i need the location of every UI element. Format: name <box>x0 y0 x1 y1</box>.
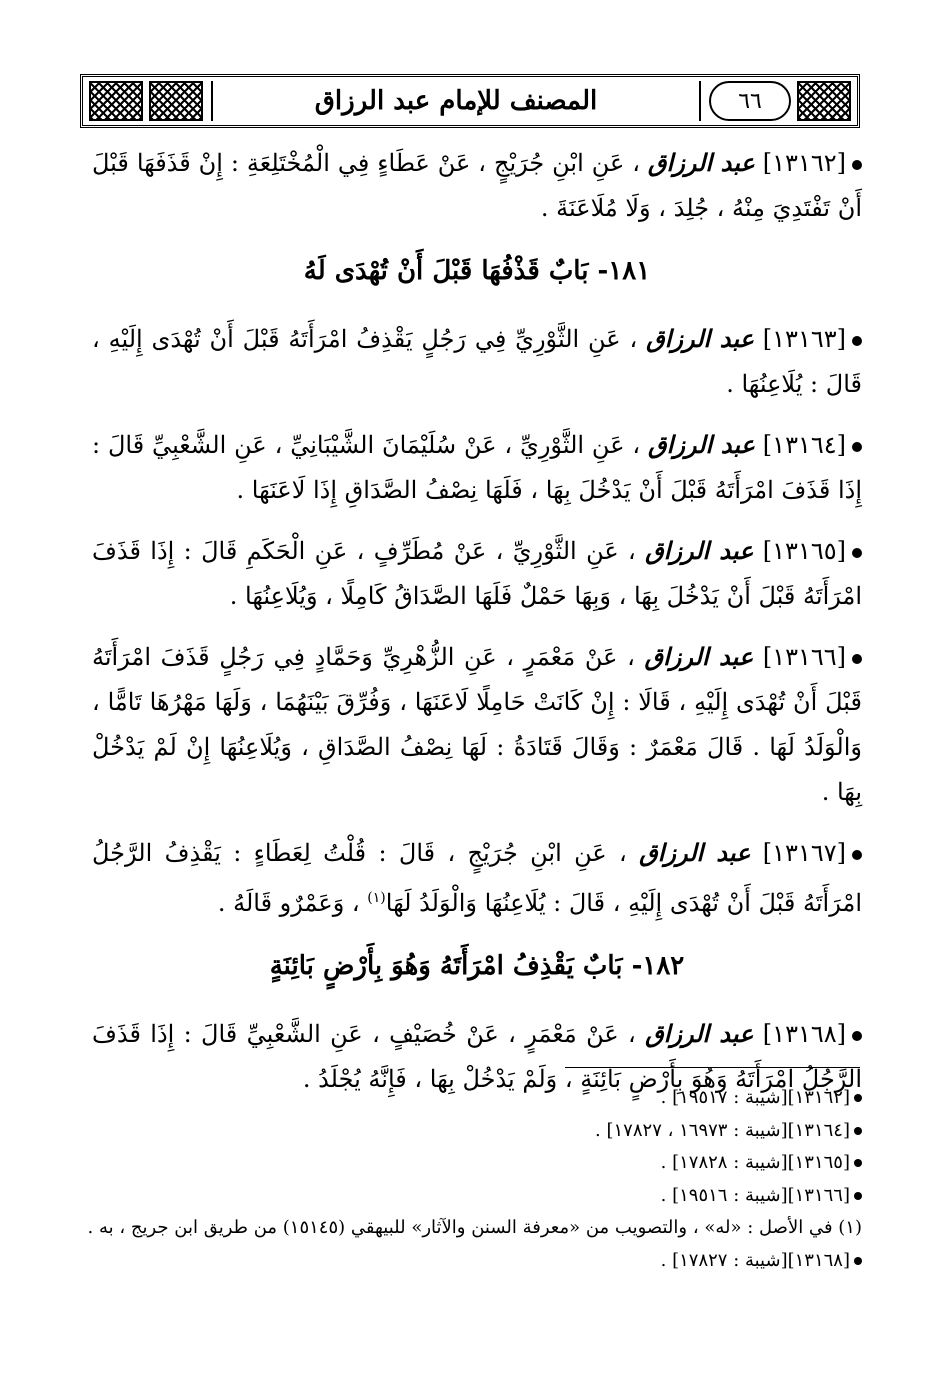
bullet-icon <box>852 160 862 170</box>
footnote-line <box>92 1180 862 1213</box>
footnotes <box>87 1082 862 1277</box>
bullet-icon <box>852 654 862 664</box>
bullet-icon <box>852 442 862 452</box>
footnote-line <box>92 1115 862 1148</box>
hadith-paragraph <box>92 634 862 815</box>
narrator-name: عبد الرزاق <box>646 324 754 353</box>
chapter-heading: ١٨٢- بَابٌ يَقْذِفُ امْرَأَتَهُ وَهُوَ بِأَرْضٍ بَائِنَةٍ <box>269 951 685 981</box>
hadith-text: ، عَنْ مَعْمَرٍ ، عَنْ خُصَيْفٍ ، عَنِ الشَّعْبِيِّ قَالَ : إِذَا قَذَفَ الرَّجُلُ امْرَأَتَهُ وَهُوَ بِأَرْضٍ بَائِنَةٍ ، وَلَمْ يَدْخُلْ بِهَا ، فَإِنَّهُ يُجْلَدُ . <box>92 1020 862 1093</box>
hadith-paragraph <box>92 830 862 926</box>
hadith-number: [١٣١٦٦] <box>762 643 847 671</box>
hadith-text: ، عَنِ الثَّوْرِيِّ فِي رَجُلٍ يَقْذِفُ امْرَأَتَهُ قَبْلَ أَنْ تُهْدَى إِلَيْهِ ، قَالَ : يُلَاعِنُهَا . <box>92 325 862 398</box>
narrator-name: عبد الرزاق <box>645 1019 754 1048</box>
hadith-text: ، عَنِ الثَّوْرِيِّ ، عَنْ سُلَيْمَانَ الشَّيْبَانِيِّ ، عَنِ الشَّعْبِيِّ قَالَ : إِذَا قَذَفَ امْرَأَتَهُ قَبْلَ أَنْ يَدْخُلَ بِهَا ، فَلَهَا نِصْفُ الصَّدَاقِ إِذَا لَاعَنَهَا . <box>92 431 862 504</box>
page-header <box>80 74 860 128</box>
hadith-text: ، عَنِ ابْنِ جُرَيْجٍ ، عَنْ عَطَاءٍ فِي الْمُخْتَلِعَةِ : إِنْ قَذَفَهَا قَبْلَ أَنْ تَفْتَدِيَ مِنْهُ ، جُلِدَ ، وَلَا مُلَاعَنَةَ . <box>92 149 862 222</box>
hadith-number: [١٣١٦٥] <box>762 537 846 565</box>
footnote-line <box>92 1082 862 1115</box>
hadith-paragraph <box>92 422 862 513</box>
header-right-ornaments <box>709 81 851 121</box>
footnote-text: [١٣١٦٥][شيبة : ١٧٨٢٨] . <box>660 1152 850 1173</box>
running-title: المصنف للإمام عبد الرزاق <box>211 81 701 121</box>
hadith-number: [١٣١٦٣] <box>762 325 846 353</box>
footnote-text: [١٣١٦٤][شيبة : ١٦٩٧٣ ، ١٧٨٢٧] . <box>595 1119 850 1141</box>
narrator-name: عبد الرزاق <box>644 642 754 671</box>
bullet-icon <box>854 1094 862 1102</box>
hadith-paragraph <box>92 528 862 619</box>
footnote-line <box>92 1147 862 1180</box>
hadith-number: [١٣١٦٤] <box>762 431 846 459</box>
hadith-number: [١٣١٦٢] <box>762 149 846 177</box>
ornament-icon <box>149 81 203 121</box>
hadith-paragraph <box>92 316 862 407</box>
footnote-note: (١) في الأصل : «له» ، والتصويب من «معرفة السنن والآثار» للبيهقي (١٥١٤٥) من طريق ابن جريج ، به . <box>87 1217 862 1238</box>
bullet-icon <box>854 1257 862 1265</box>
narrator-name: عبد الرزاق <box>648 430 755 459</box>
hadith-text: ، عَنِ ابْنِ جُرَيْجٍ ، قَالَ : قُلْتُ لِعَطَاءٍ : يَقْذِفُ الرَّجُلُ امْرَأَتَهُ قَبْلَ أَنْ تُهْدَى إِلَيْهِ ، قَالَ : يُلَاعِنُهَا وَالْوَلَدُ لَهَا <box>92 839 862 917</box>
footnote-text: [١٣١٦٨][شيبة : ١٧٨٢٧] . <box>660 1249 850 1271</box>
bullet-icon <box>854 1159 862 1167</box>
bullet-icon <box>852 548 862 558</box>
page-number: ٦٦ <box>709 81 791 121</box>
footnote-text: [١٣١٦٦][شيبة : ١٩٥١٦] . <box>660 1184 850 1206</box>
footnote-text: [١٣١٦٢][شيبة : ١٩٥١٧] . <box>660 1087 850 1108</box>
ornament-icon <box>89 81 143 121</box>
narrator-name: عبد الرزاق <box>645 536 754 565</box>
footnote-line <box>92 1245 862 1278</box>
footnote-separator <box>565 1067 860 1068</box>
hadith-text: ، عَنْ مَعْمَرٍ ، عَنِ الزُّهْرِيِّ وَحَمَّادٍ فِي رَجُلٍ قَذَفَ امْرَأَتَهُ قَبْلَ أَنْ تُهْدَى إِلَيْهِ ، قَالَا : إِنْ كَانَتْ حَامِلًا لَاعَنَهَا ، وَفُرِّقَ بَيْنَهُمَا ، وَلَهَا مَهْرُهَا تَامًّا ، وَالْوَلَدُ لَهَا . قَالَ مَعْمَرٌ : وَقَالَ قَتَادَةُ : لَهَا نِصْفُ الصَّدَاقِ ، وَيُلَاعِنُهَا إِنْ لَمْ يَدْخُلْ بِهَا . <box>92 643 862 806</box>
header-left-ornaments <box>89 81 203 121</box>
footnote-marker: (١) <box>367 890 386 906</box>
bullet-icon <box>854 1192 862 1200</box>
hadith-text-end: ، وَعَمْرٌو قَالَهُ . <box>217 889 360 917</box>
bullet-icon <box>852 336 862 346</box>
main-text <box>92 140 862 1117</box>
narrator-name: عبد الرزاق <box>639 838 751 867</box>
bullet-icon <box>852 850 862 860</box>
hadith-number: [١٣١٦٨] <box>762 1020 846 1048</box>
chapter-heading: ١٨١- بَابٌ قَذْفُهَا قَبْلَ أَنْ تُهْدَى لَهُ <box>303 256 651 286</box>
ornament-icon <box>797 81 851 121</box>
hadith-text: ، عَنِ الثَّوْرِيِّ ، عَنْ مُطَرِّفٍ ، عَنِ الْحَكَمِ قَالَ : إِذَا قَذَفَ امْرَأَتَهُ قَبْلَ أَنْ يَدْخُلَ بِهَا ، وَبِهَا حَمْلٌ فَلَهَا الصَّدَاقُ كَامِلًا ، وَيُلَاعِنُهَا . <box>92 537 862 610</box>
hadith-paragraph <box>92 140 862 231</box>
bullet-icon <box>854 1127 862 1135</box>
bullet-icon <box>852 1031 862 1041</box>
narrator-name: عبد الرزاق <box>647 148 755 177</box>
hadith-number: [١٣١٦٧] <box>762 839 846 867</box>
